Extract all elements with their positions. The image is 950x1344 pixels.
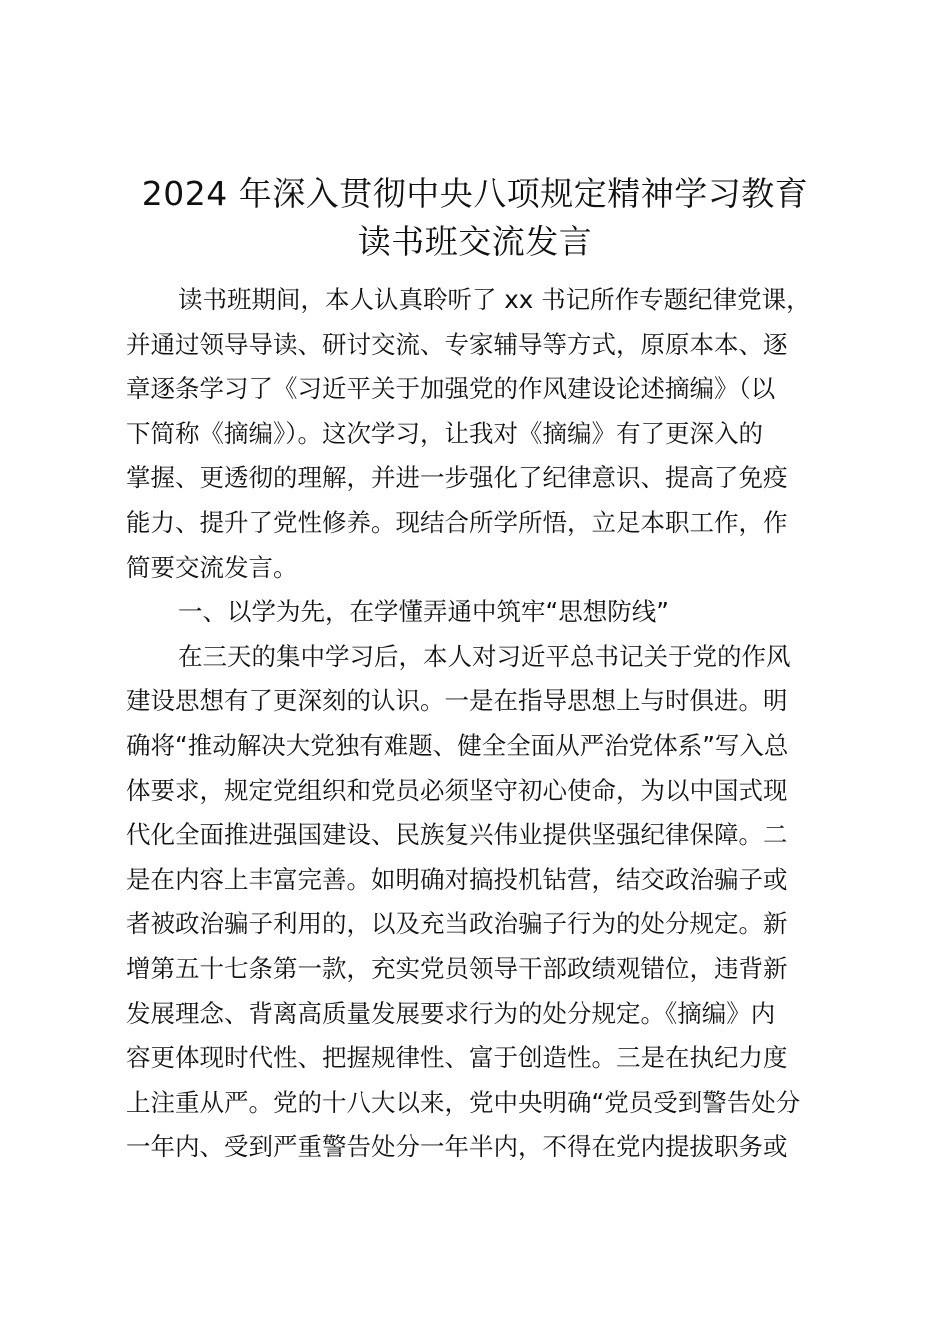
text-line: 上注重从严。党的十八大以来，党中央明确“党员受到警告处分: [126, 1087, 801, 1117]
text-line: 掌握、更透彻的理解，并进一步强化了纪律意识、提高了免疫: [126, 463, 788, 493]
text-line: 发展理念、背离高质量发展要求行为的处分规定。《摘编》内: [126, 998, 776, 1028]
title-line: 2024 年深入贯彻中央八项规定精神学习教育: [141, 174, 809, 213]
text-line: 一年内、受到严重警告处分一年半内，不得在党内提拔职务或: [126, 1132, 788, 1162]
text-line: 体要求，规定党组织和党员必须坚守初心使命，为以中国式现: [126, 775, 788, 805]
heading-line: 一、以学为先，在学懂弄通中筑牢“思想防线”: [178, 597, 669, 627]
document-body: [126, 278, 836, 1170]
text-line: 增第五十七条第一款，充实党员领导干部政绩观错位，违背新: [126, 953, 788, 983]
title-line: 读书班交流发言: [357, 222, 593, 261]
text-line: 在三天的集中学习后，本人对习近平总书记关于党的作风: [178, 641, 791, 671]
text-line: 容更体现时代性、把握规律性、富于创造性。三是在执纪力度: [126, 1043, 788, 1073]
paragraph-section-one: [126, 635, 836, 1170]
paragraph-intro: [126, 278, 836, 590]
document-title: [100, 170, 850, 266]
text-line: 能力、提升了党性修养。现结合所学所悟，立足本职工作，作: [126, 507, 788, 537]
text-line: 确将“推动解决大党独有难题、健全全面从严治党体系”写入总: [126, 730, 789, 760]
text-line: 简要交流发言。: [126, 552, 298, 582]
text-line: 是在内容上丰富完善。如明确对搞投机钻营，结交政治骗子或: [126, 864, 788, 894]
text-line: 读书班期间，本人认真聆听了 xx 书记所作专题纪律党课，: [178, 285, 811, 314]
text-line: 下简称《摘编》）。这次学习，让我对《摘编》有了更深入的: [126, 418, 763, 448]
text-line: 者被政治骗子利用的，以及充当政治骗子行为的处分规定。新: [126, 909, 788, 939]
text-line: 章逐条学习了《习近平关于加强党的作风建设论述摘编》（以: [126, 374, 776, 404]
section-heading: [126, 590, 836, 635]
text-line: 并通过领导导读、研讨交流、专家辅导等方式，原原本本、逐: [126, 329, 788, 359]
text-line: 建设思想有了更深刻的认识。一是在指导思想上与时俱进。明: [126, 686, 788, 716]
text-line: 代化全面推进强国建设、民族复兴伟业提供坚强纪律保障。二: [126, 820, 788, 850]
